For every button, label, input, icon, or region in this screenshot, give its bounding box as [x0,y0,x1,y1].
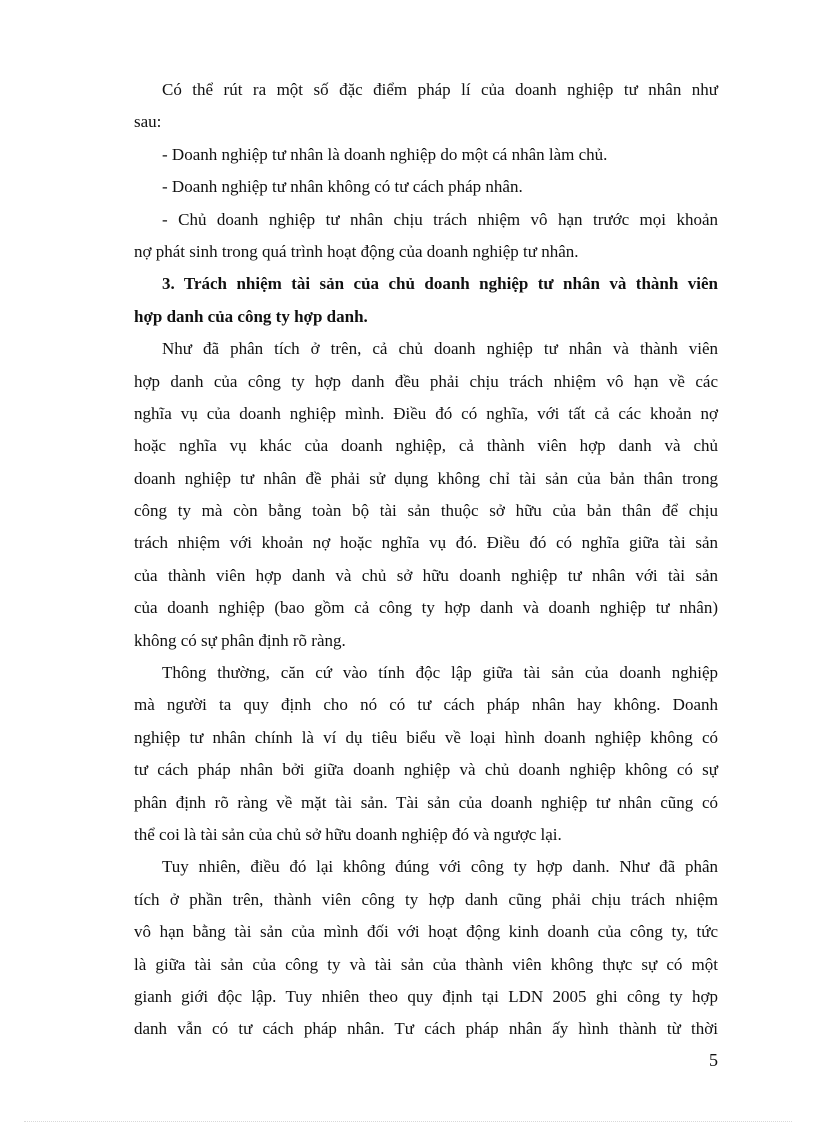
text-line: nợ phát sinh trong quá trình hoạt động của doanh nghiệp tư nhân. [134,241,579,261]
text-line: thể coi là tài sản của chủ sở hữu doanh nghiệp đó và ngược lại. [134,824,562,844]
text-line: mà người ta quy định cho nó có tư cách pháp nhân hay không. Doanh [134,695,718,715]
text-line: phân định rõ ràng về mặt tài sản. Tài sản của doanh nghiệp tư nhân cũng có [134,792,718,812]
text-line: vô hạn bằng tài sản của mình đối với hoạt động kinh doanh của công ty, tức [134,922,718,942]
text-line: doanh nghiệp tư nhân đề phải sử dụng không chỉ tài sản của bản thân trong [134,468,718,488]
text-line: Như đã phân tích ở trên, cả chủ doanh nghiệp tư nhân và thành viên [162,339,718,359]
text-line: không có sự phân định rõ ràng. [134,630,346,650]
text-line: là giữa tài sản của công ty và tài sản của thành viên không thực sự có một [134,954,718,974]
text-line: gianh giới độc lập. Tuy nhiên theo quy định tại LDN 2005 ghi công ty hợp [134,986,718,1006]
text-line: tư cách pháp nhân bởi giữa doanh nghiệp và chủ doanh nghiệp không có sự [134,760,718,780]
text-line: công ty mà còn bằng toàn bộ tài sản thuộc sở hữu của bản thân để chịu [134,501,718,521]
text-line: Thông thường, căn cứ vào tính độc lập giữa tài sản của doanh nghiệp [162,663,718,683]
list-item: - Doanh nghiệp tư nhân không có tư cách pháp nhân. [162,177,523,197]
page-number: 5 [709,1050,718,1070]
text-line: sau: [134,112,162,132]
section-heading: 3. Trách nhiệm tài sản của chủ doanh nghiệp tư nhân và thành viên [162,274,718,294]
list-item: - Doanh nghiệp tư nhân là doanh nghiệp do một cá nhân làm chủ. [162,144,608,164]
page-body [134,74,718,1046]
text-line: của thành viên hợp danh và chủ sở hữu doanh nghiệp tư nhân với tài sản [134,565,718,585]
text-line: tích ở phần trên, thành viên công ty hợp danh cũng phải chịu trách nhiệm [134,889,718,909]
text-line: danh vẫn có tư cách pháp nhân. Tư cách pháp nhân ấy hình thành từ thời [134,1019,718,1039]
text-line: nghĩa vụ của doanh nghiệp mình. Điều đó có nghĩa, với tất cả các khoản nợ [134,403,718,423]
text-line: Tuy nhiên, điều đó lại không đúng với công ty hợp danh. Như đã phân [162,857,718,877]
text-line: nghiệp tư nhân chính là ví dụ tiêu biểu về loại hình doanh nghiệp không có [134,727,718,747]
text-line: của doanh nghiệp (bao gồm cả công ty hợp danh và doanh nghiệp tư nhân) [134,598,718,618]
text-line: Có thể rút ra một số đặc điểm pháp lí của doanh nghiệp tư nhân như [162,80,718,99]
text-line: hoặc nghĩa vụ khác của doanh nghiệp, cả thành viên hợp danh và chủ [134,436,718,456]
text-line: trách nhiệm với khoản nợ hoặc nghĩa vụ đó. Điều đó có nghĩa giữa tài sản [134,533,718,553]
text-line: hợp danh của công ty hợp danh đều phải chịu trách nhiệm vô hạn về các [134,371,718,391]
footer-divider [24,1121,792,1122]
section-heading: hợp danh của công ty hợp danh. [134,306,368,326]
list-item: - Chủ doanh nghiệp tư nhân chịu trách nhiệm vô hạn trước mọi khoản [162,209,718,229]
